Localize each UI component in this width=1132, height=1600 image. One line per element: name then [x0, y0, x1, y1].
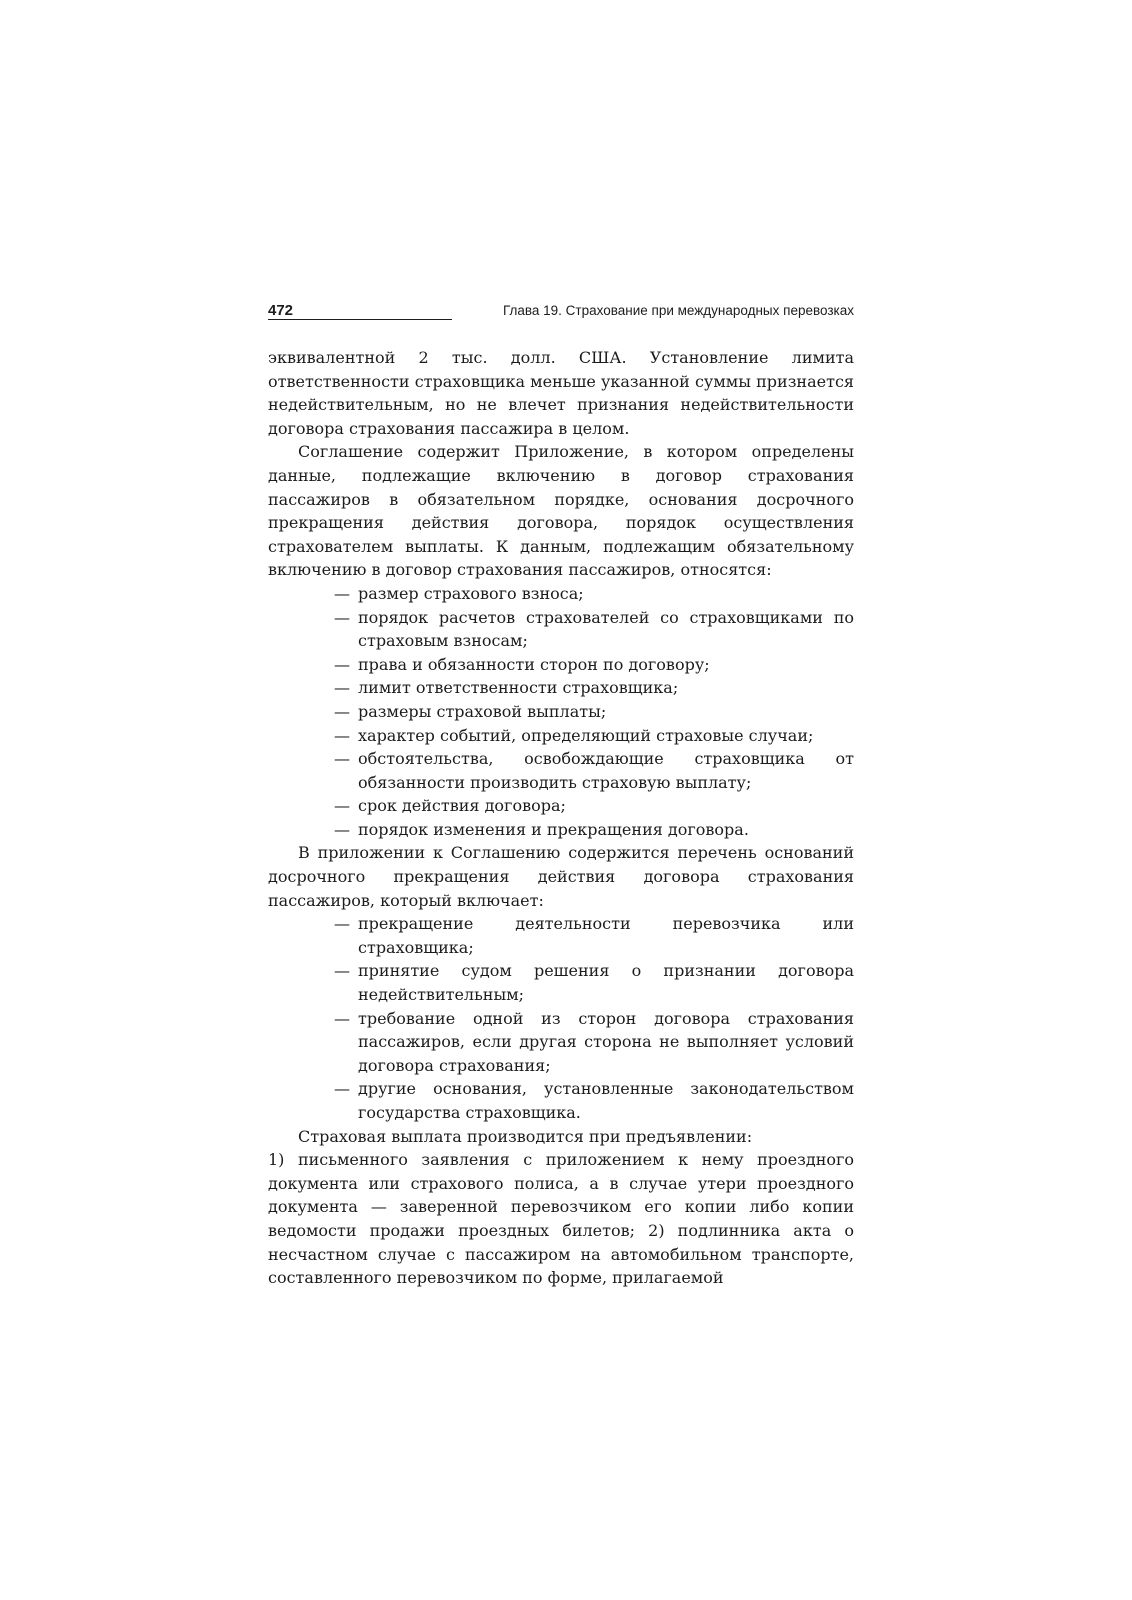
dash: — — [334, 796, 350, 816]
list-item — [268, 653, 854, 677]
list-item-text: принятие судом решения о признании договора недействительным; — [358, 961, 854, 1005]
dash: — — [334, 961, 350, 981]
dash: — — [334, 819, 350, 839]
list-item — [268, 582, 854, 606]
dash: — — [334, 583, 350, 603]
running-head — [268, 300, 854, 322]
list-item — [268, 676, 854, 700]
list-item — [268, 724, 854, 748]
list-item-text: характер событий, определяющий страховые случаи; — [358, 725, 814, 745]
dash: — — [334, 678, 350, 698]
body-text — [268, 346, 854, 1290]
paragraph-1: эквивалентной 2 тыс. долл. США. Установление лимита ответственности страховщика меньше указанной суммы признается недействительным, но не влечет признания недействительности договора страхования пассажира в целом. — [268, 348, 854, 438]
list-item — [268, 959, 854, 1006]
list-item-text: порядок расчетов страхователей со страховщиками по страховым взносам; — [358, 607, 854, 651]
dash: — — [334, 725, 350, 745]
dash: — — [334, 1079, 350, 1099]
list-item-text: требование одной из сторон договора страхования пассажиров, если другая сторона не выполняет условий договора страхования; — [358, 1008, 854, 1075]
list-item-text: права и обязанности сторон по договору; — [358, 654, 710, 674]
list-item — [268, 818, 854, 842]
paragraph-2: Соглашение содержит Приложение, в котором определены данные, подлежащие включению в договор страхования пассажиров в обязательном порядке, основания досрочного прекращения действия договора, порядок осуществления страхователем выплаты. К данным, подлежащим обязательному включению в договор страхования пассажиров, относятся: — [268, 442, 854, 580]
dash: — — [334, 749, 350, 769]
list-item-text: обстоятельства, освобождающие страховщика от обязанности производить страховую выплату; — [358, 749, 854, 792]
list-item — [268, 747, 854, 794]
list-item — [268, 606, 854, 653]
paragraph-4: Страховая выплата производится при предъявлении: — [298, 1126, 753, 1146]
dash: — — [334, 1008, 350, 1028]
paragraph-5: 1) письменного заявления с приложением к нему проездного документа или страхового полиса, а в случае утери проездного документа — заверенной перевозчиком его копии либо копии ведомости продажи проездных билетов; 2) подлинника акта о несчастном случае с пассажиром на автомобильном транспорте, составленного перевозчиком по форме, прилагаемой — [268, 1150, 854, 1288]
paragraph-3: В приложении к Соглашению содержится перечень оснований досрочного прекращения действия договора страхования пассажиров, который включает: — [268, 843, 854, 910]
insurance-contract-data-list — [268, 582, 854, 842]
dash: — — [334, 607, 350, 627]
list-item — [268, 794, 854, 818]
list-item-text: лимит ответственности страховщика; — [358, 678, 679, 698]
list-item-text: прекращение деятельности перевозчика или страховщика; — [358, 914, 854, 957]
list-item-text: порядок изменения и прекращения договора. — [358, 819, 749, 839]
dash: — — [334, 654, 350, 674]
list-item — [268, 912, 854, 959]
dash: — — [334, 914, 350, 934]
chapter-title: Глава 19. Страхование при международных перевозках — [502, 303, 854, 318]
list-item-text: срок действия договора; — [358, 796, 566, 816]
dash: — — [334, 701, 350, 721]
header-rule — [268, 319, 452, 320]
page-number: 472 — [268, 302, 294, 319]
list-item-text: размеры страховой выплаты; — [358, 701, 607, 721]
list-item — [268, 1007, 854, 1078]
list-item-text: другие основания, установленные законодательством государства страховщика. — [358, 1079, 854, 1122]
list-item — [268, 700, 854, 724]
termination-grounds-list — [268, 912, 854, 1124]
book-page — [268, 300, 854, 1290]
list-item-text: размер страхового взноса; — [358, 583, 584, 603]
list-item — [268, 1077, 854, 1124]
